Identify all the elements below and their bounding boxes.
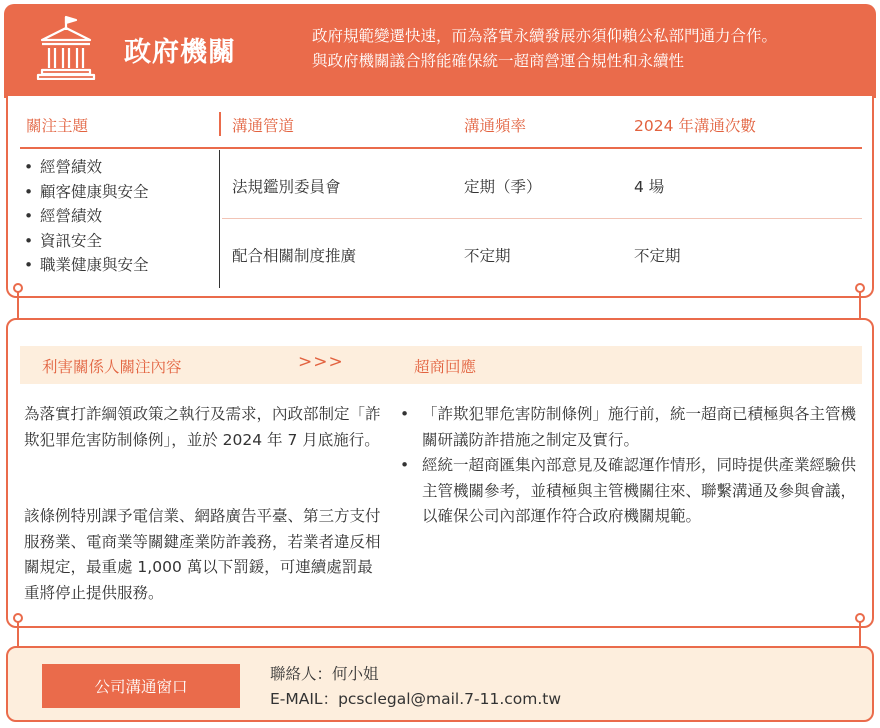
connector-ring [855, 613, 865, 623]
response-list [400, 402, 862, 530]
connector-ring [13, 613, 23, 623]
list-item: • 職業健康與安全 [24, 253, 149, 278]
table-cell-frequency: 定期（季） [464, 178, 542, 196]
table-cell-count: 4 場 [634, 178, 665, 196]
concern-paragraph-2: 該條例特別課予電信業、網路廣告平臺、第三方支付服務業、電商業等關鍵產業防詐義務，若業者違反相關規定，最重處 1,000 萬以下罰鍰，可連續處罰最重將停止提供服務。 [24, 507, 381, 602]
topic-list [24, 155, 149, 278]
arrows-icon: >>> [298, 352, 344, 372]
contact-email[interactable]: E-MAIL：pcsclegal@mail.7-11.com.tw [270, 690, 562, 708]
table-cell-frequency: 不定期 [464, 247, 511, 265]
page-title: 政府機關 [124, 37, 236, 68]
list-item: • 「詐欺犯罪危害防制條例」施行前，統一超商已積極與各主管機關研議防詐措施之制定及實行。 [400, 402, 862, 453]
table-cell-channel: 配合相關制度推廣 [232, 247, 357, 265]
row-divider [222, 218, 862, 219]
header-divider [219, 112, 221, 136]
list-item: • 顧客健康與安全 [24, 180, 149, 205]
column-header-topics: 關注主題 [26, 117, 89, 135]
table-cell-channel: 法規鑑別委員會 [232, 178, 341, 196]
list-item: • 經統一超商匯集內部意見及確認運作情形，同時提供產業經驗供主管機關參考，並積極與主管機關往來、聯繫溝通及參與會議，以確保公司內部運作符合政府機關規範。 [400, 453, 862, 530]
connector-ring [855, 283, 865, 293]
concern-paragraph-1: 為落實打詐綱領政策之執行及需求，內政部制定「詐欺犯罪危害防制條例」，並於 2024 年 7 月底施行。 [24, 405, 381, 449]
column-header-channel: 溝通管道 [232, 117, 295, 135]
column-header-count: 2024 年溝通次數 [634, 117, 756, 135]
column-divider [219, 150, 220, 288]
stakeholder-concern-label: 利害關係人關注內容 [42, 358, 182, 376]
column-header-frequency: 溝通頻率 [464, 117, 527, 135]
header-description [312, 24, 868, 74]
list-item: • 經營績效 [24, 204, 149, 229]
contact-window-button[interactable]: 公司溝通窗口 [42, 664, 240, 708]
header-description-line-1: 政府規範變遷快速，而為落實永續發展亦須仰賴公私部門通力合作。 [312, 27, 778, 45]
list-item: • 經營績效 [24, 155, 149, 180]
connector-ring [13, 283, 23, 293]
contact-person: 聯絡人：何小姐 [270, 665, 379, 683]
response-label: 超商回應 [414, 358, 477, 376]
government-building-icon [34, 14, 98, 80]
list-item: • 資訊安全 [24, 229, 149, 254]
header-description-line-2: 與政府機關議合將能確保統一超商營運合規性和永續性 [312, 52, 685, 70]
header-underline [20, 147, 862, 149]
table-cell-count: 不定期 [634, 247, 681, 265]
